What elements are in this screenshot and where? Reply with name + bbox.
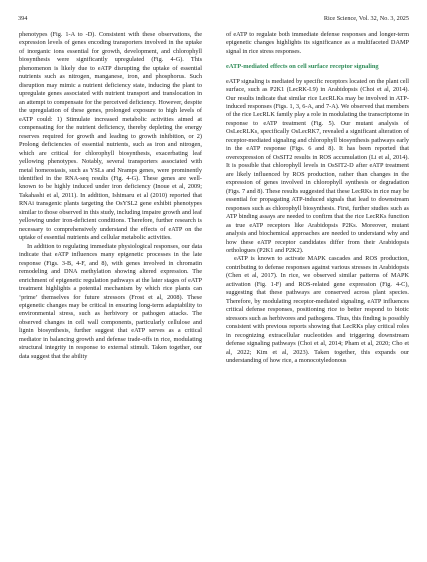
journal-running-head: Rice Science, Vol. 32, No. 3, 2025 bbox=[323, 15, 409, 22]
page-header bbox=[18, 14, 409, 23]
left-paragraph-2: In addition to regulating immediate physiological responses, our data indicate that eATP influences many epigenetic processes in the late response (Figs. 3-B, 4-F, and 8), with genes involved in chromatin remodeling and DNA methylation showing altered expression. The enrichment of epigenetic regulation pathways at the later stages of eATP treatment highlights a potential mechanism by which rice plants can ‘prime’ themselves for future stressors (Frost et al, 2008). These epigenetic changes may be critical in ensuring long-term adaptability to environmental stress, such as herbivory or pathogen attacks. The observed changes in cell wall components, particularly cellulose and lignin biosynthesis, further suggest that eATP serves as a critical mediator in balancing growth and defense trade-offs in rice, modulating structural integrity in response to external stimuli. Taken together, our data suggest that the ability bbox=[19, 242, 202, 360]
right-paragraph-2: eATP signaling is mediated by specific receptors located on the plant cell surface, such as P2K1 (LecRK-I.9) in Arabidopsis (Choi et al, 2014). Our results indicate that similar rice LecRLKs may be involved in ATP-induced responses (Figs. 1, 3, 6-A, and 7-A). We observed that members of the rice LecRLK family play a role in modulating the transcriptome in response to eATP treatment (Fig. 5). Our mutant analysis of OsLecRLKs, specifically OsLecRK7, revealed a significant alteration of receptor-mediated signaling and chlorophyll biosynthesis pathways early in the eATP response (Figs. 6 and 8). It has been reported that overexpression of OsSIT2 results in ROS accumulation (Li et al, 2014). It is possible that chlorophyll levels in OsSIT2-D after eATP treatment are likely influenced by ROS production, rather than changes in the expression of genes involved in chlorophyll synthesis or degradation (Figs. 7 and 8). These results suggested that these LecRKs in rice may be essential for propagating ATP-induced signals that lead to downstream responses such as chlorophyll biosynthesis. First, further studies such as ATP binding assays are needed to confirm that the rice LecRKs function as true eATP receptors like Arabidopsis P2Ks. Moreover, mutant analysis and biochemical approaches are needed to understand why and how these eATP receptor candidates differ from their Arabidopsis orthologues (P2K1 and P2K2). bbox=[226, 77, 410, 254]
left-paragraph-1: phenotypes (Fig. 1-A to -D). Consistent with these observations, the expression levels of genes encoding transporters involved in the uptake of inorganic ions essential for growth, development, and chlorophyll biosynthesis were significantly upregulated (Fig. 4-G). This phenomenon is likely due to eATP disrupting the uptake of essential nutrients such as nitrogen, manganese, iron, and phosphorus. Such disruption may mimic a nutrient deficiency state, inducing the plant to upregulate genes associated with nutrient transport and translocation in an attempt to compensate for the perceived deficiency. However, despite the upregulation of these genes, prolonged exposure to high levels of eATP could: 1) Stimulate increased metabolic activities aimed at compensating for the nutrient deficiency, thereby depleting the energy reserves required for growth and leading to growth inhibition, or 2) Prolong deficiencies of essential nutrients, such as iron and nitrogen, which are critical for chlorophyll biosynthesis, exacerbating leaf yellowing phenotypes. Notably, several transporters associated with metal homeostasis, such as YSLs and Nramps genes, were prominently identified in the RNA-seq results (Fig. 4-G). These genes are well-known to be highly induced under iron deficiency (Inoue et al, 2009; Takahashi et al, 2011). In addition, Ishimaru et al (2010) reported that RNAi transgenic plants targeting the OsYSL2 gene exhibit phenotypes similar to those observed in this study, including impaire growth and leaf yellowing under iron-deficient conditions. Therefore, further research is necessary to comprehensively understand the effects of eATP on the uptake of essential nutrients and cellular metabolic activities. bbox=[19, 31, 202, 242]
right-column bbox=[226, 31, 409, 366]
page-number: 394 bbox=[18, 15, 28, 22]
right-paragraph-1: of eATP to regulate both immediate defense responses and longer-term epigenetic changes highlights its significance as a multifaceted DAMP signal in rice stress responses. bbox=[226, 31, 409, 55]
right-paragraph-3: eATP is known to activate MAPK cascades and ROS production, contributing to defense responses against various stresses in Arabidopsis (Chen et al, 2017). In rice, we observed similar patterns of MAPK activation (Fig. 1-F) and ROS-related gene expression (Fig. 4-C), suggesting that these pathways are conserved across plant species. Therefore, by modulating receptor-mediated signaling, eATP influences critical defense responses, positioning rice to better respond to biotic stressors such as herbivores and pathogens. Thus, this finding is possibly consistent with previous reports showing that LecRKs play critical roles in recognizing extracellular nucleotides and triggering downstream defense signaling pathways (Choi et al, 2014; Pham et al, 2020; Cho et al, 2022; Kim et al, 2023). Taken together, this expands our understanding of how rice, a monocotyledonous bbox=[226, 255, 409, 365]
section-heading: eATP-mediated effects on cell surface receptor signaling bbox=[226, 63, 379, 71]
left-column bbox=[19, 31, 202, 361]
